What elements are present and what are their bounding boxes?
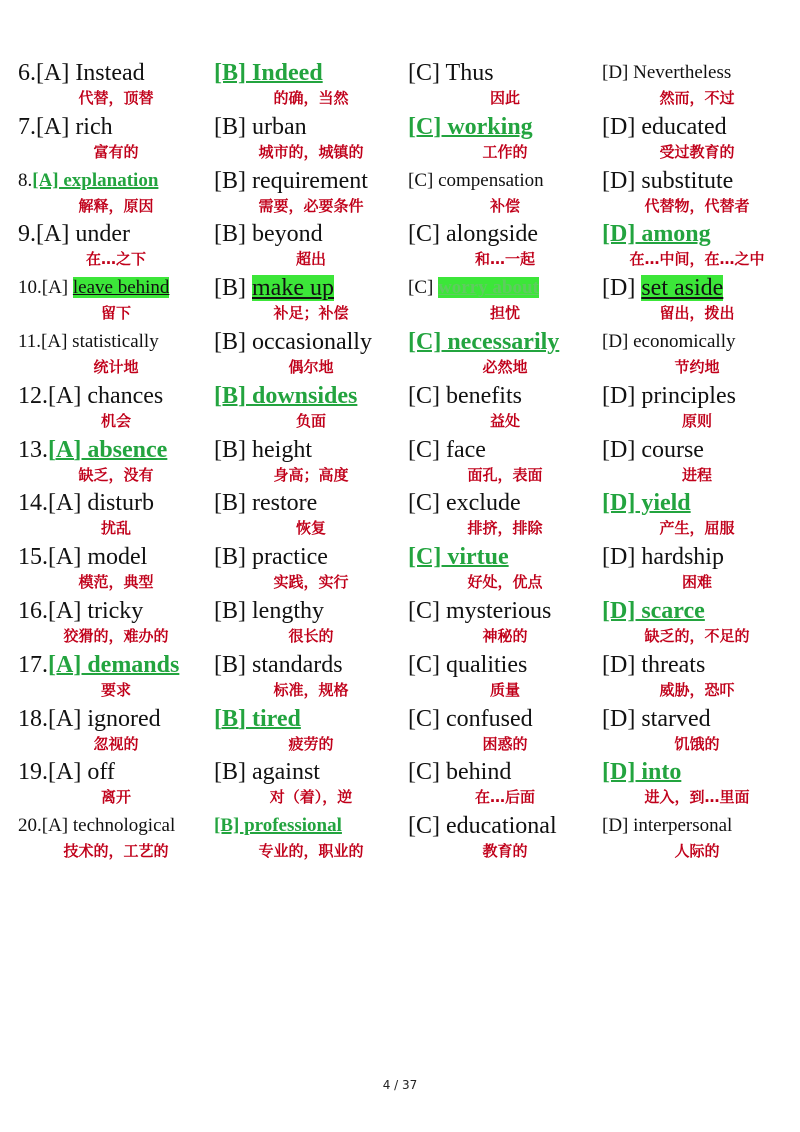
chinese-translation: 代替物，代替者 — [644, 196, 750, 215]
question-row — [18, 273, 788, 327]
chinese-translation: 狡猾的，难办的 — [63, 627, 169, 645]
chinese-translation: 受过教育的 — [659, 142, 735, 161]
correct-option-label: [C] working — [408, 113, 533, 140]
chinese-translation: 偶尔地 — [288, 358, 334, 376]
chinese-translation: 排挤，排除 — [467, 519, 543, 538]
option-cell — [602, 596, 792, 650]
option-label: [D] threats — [602, 651, 706, 678]
option-cell — [18, 542, 214, 596]
chinese-translation: 节约地 — [674, 358, 720, 376]
option-cell — [408, 488, 602, 542]
option-cell — [602, 704, 792, 758]
option-cell — [214, 704, 408, 758]
page-number: 4 / 37 — [382, 1078, 418, 1092]
option-label: [D] economically — [602, 331, 736, 352]
question-number: 9. — [18, 221, 36, 248]
option-cell — [408, 435, 602, 489]
option-cell — [18, 704, 214, 758]
option-cell — [18, 327, 214, 381]
correct-option-label: [B] tired — [214, 705, 301, 732]
option-cell — [602, 327, 792, 381]
chinese-translation: 因此 — [489, 89, 520, 107]
option-cell — [214, 219, 408, 273]
chinese-translation: 好处，优点 — [467, 573, 543, 592]
chinese-translation: 统计地 — [93, 358, 139, 376]
option-label: [C] benefits — [408, 382, 522, 409]
option-letter: [A] — [41, 277, 73, 299]
chinese-translation: 在…之下 — [85, 250, 146, 269]
chinese-translation: 和…一起 — [474, 250, 535, 269]
option-label: [C] compensation — [408, 169, 544, 191]
question-number: 15. — [18, 544, 48, 571]
chinese-translation: 恢复 — [295, 519, 326, 538]
option-label: [B] height — [214, 436, 312, 463]
option-label: [B] occasionally — [214, 329, 372, 355]
chinese-translation: 饥饿的 — [674, 734, 720, 753]
option-label: [A] Instead — [36, 60, 145, 86]
option-label: [A] chances — [48, 382, 164, 409]
option-cell — [408, 273, 602, 327]
chinese-translation: 担忧 — [489, 304, 520, 323]
option-label: [C] behind — [408, 759, 512, 786]
option-label: [A] rich — [36, 113, 113, 140]
option-label: [C] qualities — [408, 651, 528, 678]
option-cell — [602, 488, 792, 542]
chinese-translation: 对（着），逆 — [269, 788, 353, 807]
chinese-translation: 困难 — [681, 573, 712, 592]
option-cell — [18, 219, 214, 273]
option-cell — [214, 811, 408, 865]
chinese-translation: 人际的 — [674, 842, 720, 861]
correct-option-label: [C] necessarily — [408, 329, 560, 355]
question-number: 18. — [18, 705, 48, 732]
option-label: [A] ignored — [48, 705, 161, 732]
question-row — [18, 811, 788, 865]
question-number: 7. — [18, 113, 36, 140]
option-cell — [18, 811, 214, 865]
option-cell — [602, 757, 792, 811]
option-cell — [214, 166, 408, 220]
question-row — [18, 112, 788, 166]
question-row — [18, 58, 788, 112]
correct-option-label: [D] into — [602, 759, 682, 786]
option-cell — [408, 596, 602, 650]
chinese-translation: 解释，原因 — [78, 196, 154, 215]
option-label: [B] requirement — [214, 167, 368, 194]
chinese-translation: 进程 — [681, 465, 712, 484]
option-cell — [18, 381, 214, 435]
option-cell — [214, 112, 408, 166]
option-cell — [214, 327, 408, 381]
option-cell — [18, 596, 214, 650]
option-letter: [C] — [408, 277, 439, 299]
question-row — [18, 650, 788, 704]
option-cell — [408, 327, 602, 381]
option-label: [D] interpersonal — [602, 815, 733, 837]
option-cell — [18, 273, 214, 327]
question-row — [18, 166, 788, 220]
option-cell — [408, 112, 602, 166]
correct-option-label: [B] downsides — [214, 382, 358, 409]
option-cell — [408, 219, 602, 273]
option-cell — [408, 650, 602, 704]
option-label: [D] substitute — [602, 167, 734, 194]
option-cell — [602, 435, 792, 489]
question-number: 14. — [18, 490, 48, 517]
chinese-translation: 缺乏，没有 — [78, 465, 154, 484]
option-letter: [B] — [214, 275, 252, 302]
highlighted-option-label: make up — [252, 275, 334, 302]
option-label: [D] hardship — [602, 544, 724, 571]
question-row — [18, 488, 788, 542]
option-label: [B] practice — [214, 544, 328, 571]
chinese-translation: 进入，到…里面 — [644, 788, 750, 807]
chinese-translation: 留出，拨出 — [659, 304, 735, 323]
question-number: 19. — [18, 759, 48, 786]
option-cell — [408, 757, 602, 811]
chinese-translation: 机会 — [100, 411, 131, 430]
option-cell — [18, 488, 214, 542]
chinese-translation: 留下 — [100, 304, 131, 323]
chinese-translation: 在…后面 — [474, 788, 535, 807]
chinese-translation: 疲劳的 — [288, 734, 334, 753]
option-cell — [214, 757, 408, 811]
option-cell — [18, 166, 214, 220]
chinese-translation: 补偿 — [489, 196, 520, 215]
chinese-translation: 代替，顶替 — [78, 89, 154, 107]
option-label: [C] exclude — [408, 490, 521, 517]
correct-option-label: [A] absence — [48, 436, 168, 463]
option-label: [B] against — [214, 759, 320, 786]
chinese-translation: 离开 — [100, 788, 131, 807]
option-label: [C] alongside — [408, 221, 538, 248]
chinese-translation: 工作的 — [482, 142, 528, 161]
option-label: [A] statistically — [41, 331, 159, 352]
correct-option-label: [A] demands — [48, 651, 180, 678]
chinese-translation: 在…中间，在…之中 — [629, 250, 765, 269]
option-label: [B] restore — [214, 490, 318, 517]
highlighted-option-label: worry about — [438, 277, 539, 299]
chinese-translation: 困惑的 — [482, 734, 528, 753]
option-cell — [408, 381, 602, 435]
highlighted-option-label: leave behind — [72, 277, 170, 299]
option-label: [A] disturb — [48, 490, 154, 517]
option-cell — [602, 542, 792, 596]
option-cell — [408, 811, 602, 865]
chinese-translation: 身高；高度 — [273, 465, 349, 484]
option-cell — [602, 219, 792, 273]
option-cell — [408, 166, 602, 220]
option-cell — [602, 166, 792, 220]
option-cell — [18, 757, 214, 811]
chinese-translation: 益处 — [489, 411, 520, 430]
chinese-translation: 质量 — [489, 680, 520, 699]
chinese-translation: 然而，不过 — [659, 89, 735, 107]
option-label: [A] technological — [41, 815, 176, 837]
question-number: 17. — [18, 651, 48, 678]
correct-option-label: [D] among — [602, 221, 711, 248]
option-label: [A] under — [36, 221, 130, 248]
question-number: 10. — [18, 277, 42, 299]
option-cell — [214, 381, 408, 435]
chinese-translation: 必然地 — [482, 358, 528, 376]
chinese-translation: 很长的 — [288, 627, 334, 645]
question-row — [18, 219, 788, 273]
option-label: [C] confused — [408, 705, 533, 732]
option-cell — [214, 650, 408, 704]
chinese-translation: 产生，屈服 — [659, 519, 735, 538]
chinese-translation: 实践，实行 — [273, 573, 349, 592]
question-row — [18, 435, 788, 489]
chinese-translation: 原则 — [681, 411, 712, 430]
option-cell — [602, 273, 792, 327]
correct-option-label: [D] scarce — [602, 598, 705, 624]
option-cell — [408, 542, 602, 596]
question-number: 8. — [18, 169, 33, 191]
chinese-translation: 超出 — [295, 250, 326, 269]
chinese-translation: 城市的，城镇的 — [258, 142, 364, 161]
option-cell — [18, 435, 214, 489]
option-cell — [602, 112, 792, 166]
question-row — [18, 542, 788, 596]
chinese-translation: 补足；补偿 — [273, 304, 349, 323]
chinese-translation: 忽视的 — [93, 734, 139, 753]
option-label: [D] course — [602, 436, 704, 463]
option-label: [D] starved — [602, 705, 711, 732]
option-label: [D] Nevertheless — [602, 62, 732, 83]
option-label: [C] Thus — [408, 60, 494, 86]
chinese-translation: 需要，必要条件 — [258, 196, 364, 215]
chinese-translation: 神秘的 — [482, 627, 528, 645]
highlighted-option-label: set aside — [641, 275, 724, 302]
option-cell — [214, 542, 408, 596]
option-label: [A] model — [48, 544, 148, 571]
question-number: 16. — [18, 598, 48, 624]
question-number: 6. — [18, 60, 36, 86]
chinese-translation: 教育的 — [482, 842, 528, 861]
option-cell — [602, 381, 792, 435]
question-row — [18, 327, 788, 381]
option-cell — [602, 811, 792, 865]
option-cell — [214, 435, 408, 489]
option-cell — [214, 58, 408, 112]
correct-option-label: [D] yield — [602, 490, 691, 517]
option-label: [D] educated — [602, 113, 727, 140]
chinese-translation: 标准，规格 — [273, 680, 349, 699]
option-cell — [602, 58, 792, 112]
option-label: [A] off — [48, 759, 115, 786]
option-label: [C] face — [408, 436, 486, 463]
option-label: [B] beyond — [214, 221, 323, 248]
chinese-translation: 的确，当然 — [273, 89, 349, 107]
question-number: 11. — [18, 331, 42, 352]
chinese-translation: 面孔，表面 — [467, 465, 543, 484]
question-number: 20. — [18, 815, 42, 837]
option-cell — [602, 650, 792, 704]
question-row — [18, 704, 788, 758]
question-number: 13. — [18, 436, 48, 463]
chinese-translation: 威胁，恐吓 — [659, 680, 735, 699]
option-cell — [408, 58, 602, 112]
option-cell — [18, 112, 214, 166]
correct-option-label: [A] explanation — [32, 169, 159, 191]
chinese-translation: 要求 — [100, 680, 131, 699]
chinese-translation: 富有的 — [93, 142, 139, 161]
question-row — [18, 596, 788, 650]
option-label: [C] educational — [408, 813, 557, 840]
chinese-translation: 扰乱 — [100, 519, 131, 538]
option-cell — [214, 596, 408, 650]
option-label: [D] principles — [602, 382, 736, 409]
option-cell — [18, 58, 214, 112]
chinese-translation: 模范，典型 — [78, 573, 154, 592]
question-row — [18, 757, 788, 811]
option-label: [A] tricky — [48, 598, 144, 624]
correct-option-label: [B] Indeed — [214, 60, 323, 86]
option-cell — [214, 488, 408, 542]
option-label: [B] urban — [214, 113, 307, 140]
question-row — [18, 381, 788, 435]
correct-option-label: [B] professional — [214, 815, 342, 837]
option-label: [B] lengthy — [214, 598, 324, 624]
chinese-translation: 专业的，职业的 — [258, 842, 364, 861]
option-cell — [18, 650, 214, 704]
chinese-translation: 缺乏的，不足的 — [644, 627, 750, 645]
option-label: [B] standards — [214, 651, 343, 678]
option-label: [C] mysterious — [408, 598, 552, 624]
option-letter: [D] — [602, 275, 642, 302]
correct-option-label: [C] virtue — [408, 544, 509, 571]
option-cell — [408, 704, 602, 758]
option-cell — [214, 273, 408, 327]
chinese-translation: 技术的，工艺的 — [63, 842, 169, 861]
chinese-translation: 负面 — [295, 411, 326, 430]
question-number: 12. — [18, 382, 48, 409]
